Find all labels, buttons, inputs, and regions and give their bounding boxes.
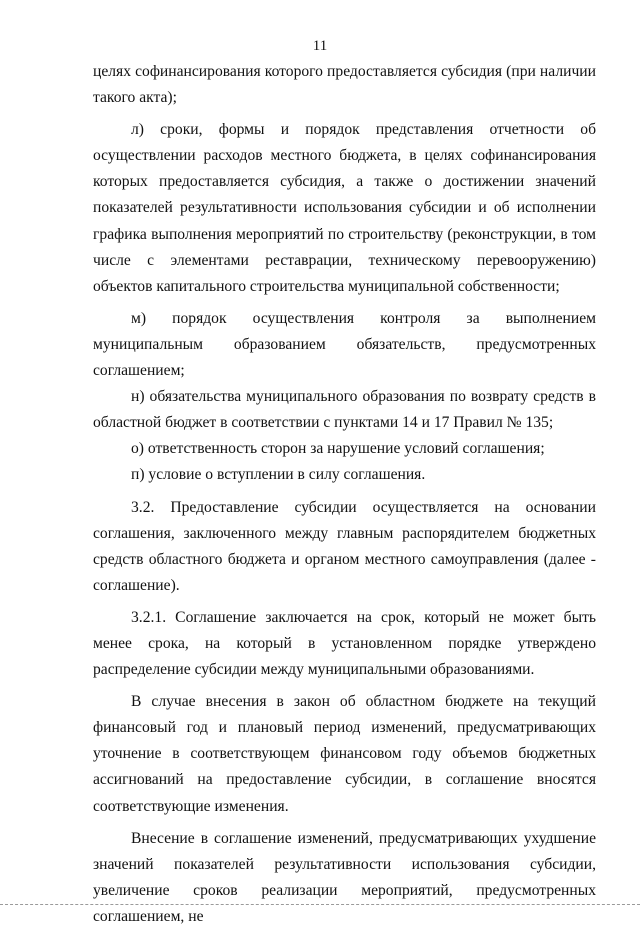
paragraph-item-m: м) порядок осуществления контроля за выполнением муниципальным образованием обязательств, предусмотренных соглашением; <box>93 309 596 380</box>
paragraph-continuation: целях софинансирования которого предоставляется субсидия (при наличии такого акта); <box>93 63 596 107</box>
paragraph-budget-changes: В случае внесения в закон об областном бюджете на текущий финансовый год и плановый период изменений, предусматривающих уточнение в соответствующем финансовом году объемов бюджетных ассигнований на предоставление субсидии, в соглашение вносятся соответствующие изменения. <box>93 693 596 815</box>
paragraph-3-2: 3.2. Предоставление субсидии осуществляется на основании соглашения, заключенного между главным распорядителем бюджетных средств областного бюджета и органом местного самоуправления (далее - соглашение). <box>93 498 596 594</box>
paragraph-amendments: Внесение в соглашение изменений, предусматривающих ухудшение значений показателей результативности использования субсидии, увеличение сроков реализации мероприятий, предусмотренных соглашением, не <box>93 829 596 925</box>
paragraph-item-p: п) условие о вступлении в силу соглашения. <box>131 466 426 484</box>
page-number: 11 <box>312 38 328 54</box>
document-body <box>93 59 596 930</box>
paragraph-item-o: о) ответственность сторон за нарушение условий соглашения; <box>131 440 545 458</box>
paragraph-3-2-1: 3.2.1. Соглашение заключается на срок, который не может быть менее срока, на который в установленном порядке утверждено распределение субсидии между муниципальными образованиями. <box>93 608 596 679</box>
paragraph-item-n: н) обязательства муниципального образования по возврату средств в областной бюджет в соответствии с пунктами 14 и 17 Правил № 135; <box>93 388 596 432</box>
paragraph-item-l: л) сроки, формы и порядок представления отчетности об осуществлении расходов местного бюджета, в целях софинансирования которых предоставляется субсидия, а также о достижении значений показателей результативности использования субсидии и об исполнении графика выполнения мероприятий по строительству (реконструкции, в том числе с элементами реставрации, техническому перевооружению) объектов капитального строительства муниципальной собственности; <box>93 121 596 295</box>
scan-edge-line <box>0 904 640 905</box>
